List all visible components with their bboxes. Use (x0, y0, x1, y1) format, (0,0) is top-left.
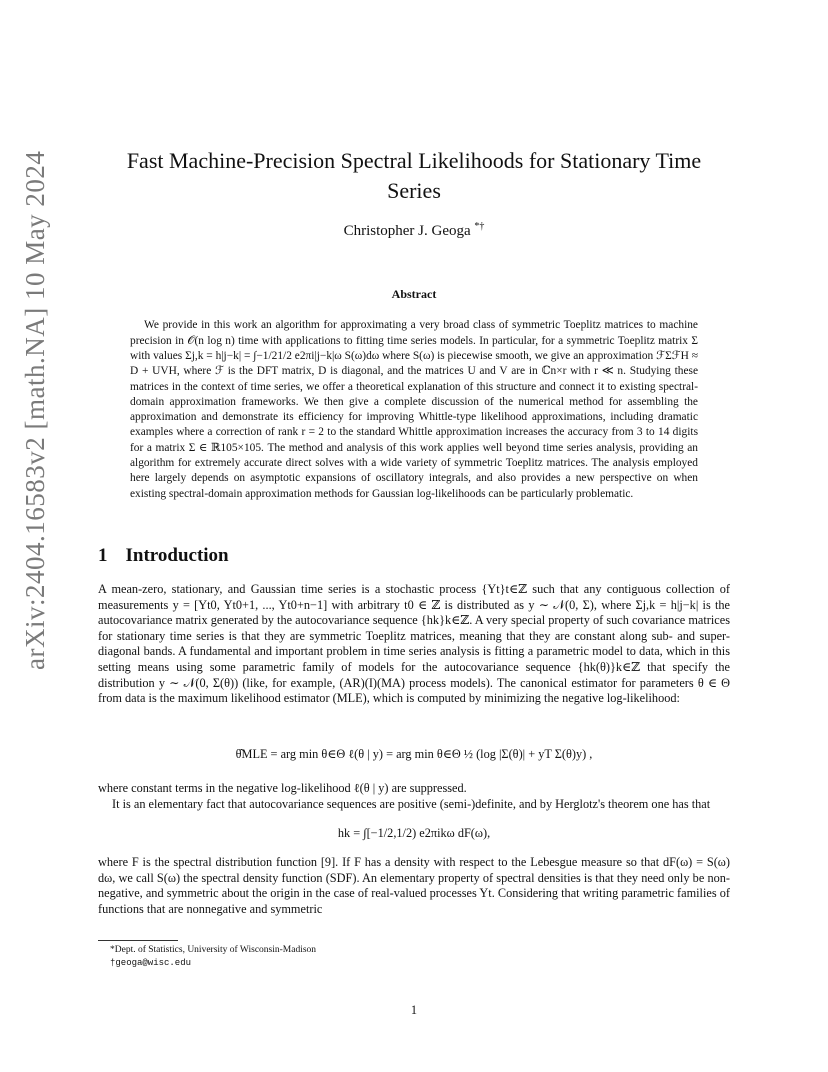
body-paragraph-3: It is an elementary fact that autocovariance sequences are positive (semi-)definite, and by Herglotz's theorem one has that (112, 797, 711, 811)
abstract-heading: Abstract (391, 287, 437, 301)
page-number: 1 (410, 1003, 418, 1017)
footnote-affiliation: *Dept. of Statistics, University of Wisconsin-Madison (110, 945, 317, 955)
equation-herglotz: hk = ∫[−1/2,1/2) e2πikω dF(ω), (337, 826, 491, 840)
arxiv-identifier-stamp (20, 150, 60, 670)
body-paragraph-1: A mean-zero, stationary, and Gaussian time series is a stochastic process {Yt}t∈ℤ such that any contiguous collection of measurements y = [Yt0, Yt0+1, ..., Yt0+n−1] with arbitrary t0 ∈ ℤ is distributed as y ∼ 𝒩(0, Σ), where Σj,k = h|j−k| is the autocovariance matrix generated by the autocovariance sequence {hk}k∈ℤ. A very special property of such covariance matrices for stationary time series is that they are symmetric Toeplitz matrices, meaning that they are constant along sub- and super-diagonal bands. A fundamental and important problem in time series analysis is fitting a parametric model to data, which in this setting means using some parametric family of models for the autocovariance sequence {hk(θ)}k∈ℤ that specify the distribution y ∼ 𝒩(0, Σ(θ)) (like, for example, (AR)(I)(MA) process models). The canonical estimator for parameters θ ∈ Θ from data is the maximum likelihood estimator (MLE), which is computed by minimizing the negative log-likelihood: (98, 582, 730, 706)
paper-title: Fast Machine-Precision Spectral Likelihoods for Stationary Time Series (126, 148, 702, 203)
body-paragraph-4: where F is the spectral distribution function [9]. If F has a density with respect to the Lebesgue measure so that dF(ω) = S(ω) dω, we call S(ω) the spectral density function (SDF). An elementary property of spectral densities is that they need only be non-negative, and symmetric about the origin in the case of real-valued processes Yt. Considering that writing parametric families of functions that are nonnegative and symmetric (98, 855, 730, 916)
section-heading (98, 545, 229, 567)
footnote-email: †geoga@wisc.edu (110, 958, 192, 968)
section-number: 1 (98, 545, 108, 566)
author-line (98, 221, 730, 240)
abstract-text: We provide in this work an algorithm for approximating a very broad class of symmetric Toeplitz matrices to machine precision in 𝒪(n log n) time with applications to fitting time series models. In particular, for a symmetric Toeplitz matrix Σ with values Σj,k = h|j−k| = ∫−1/21/2 e2πi|j−k|ω S(ω)dω where S(ω) is piecewise smooth, we give an approximation ℱΣℱH ≈ D + UVH, where ℱ is the DFT matrix, D is diagonal, and the matrices U and V are in ℂn×r with r ≪ n. Studying these matrices in the context of time series, we offer a theoretical explanation of this structure and connect it to existing spectral-domain approximation frameworks. We then give a complete discussion of the numerical method for assembling the approximation and demonstrate its efficiency for improving Whittle-type likelihood approximations, including dramatic examples where a correction of rank r = 2 to the standard Whittle approximation increases the accuracy from 3 to 14 digits for a matrix Σ ∈ ℝ105×105. The method and analysis of this work applies well beyond time series analysis, providing an algorithm for extremely accurate direct solves with a wide variety of symmetric Toeplitz matrices. The analysis employed here largely depends on asymptotic expansions of oscillatory integrals, and also provides a new perspective on when existing spectral-domain approximation methods for Gaussian log-likelihoods can be particularly problematic. (130, 319, 698, 500)
body-paragraph-2: where constant terms in the negative log-likelihood ℓ(θ | y) are suppressed. (98, 781, 467, 795)
section-title: Introduction (125, 545, 229, 566)
arxiv-stamp-text: arXiv:2404.16583v2 [math.NA] 10 May 2024 (20, 150, 50, 670)
equation-mle: θ̂MLE = arg min θ∈Θ ℓ(θ | y) = arg min θ∈Θ ½ (log |Σ(θ)| + yT Σ(θ)y) , (235, 747, 593, 761)
author-footnote-marks: *† (474, 221, 485, 232)
author-name: Christopher J. Geoga (343, 223, 471, 239)
footnote-divider (98, 940, 178, 941)
